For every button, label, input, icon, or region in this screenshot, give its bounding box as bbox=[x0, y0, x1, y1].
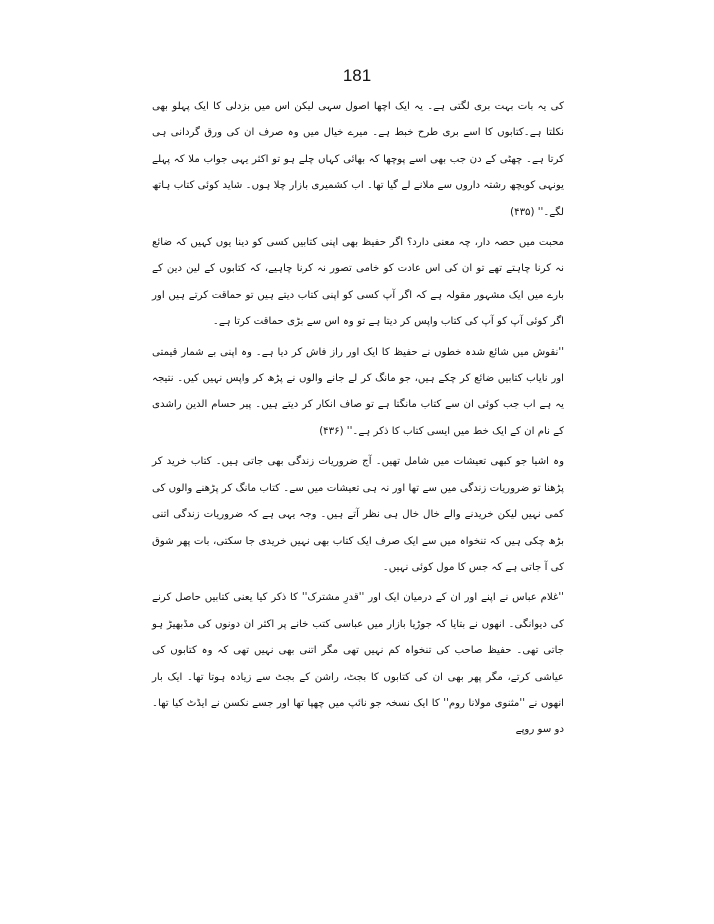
paragraph-3-quote: ''نقوش میں شائع شدہ خطوں نے حفیظ کا ایک اور راز فاش کر دیا ہے۔ وہ اپنی بے شمار قیمتی اور نایاب کتابیں ضائع کر چکے ہیں، جو مانگ کر لے جانے والوں نے پڑھ کر واپس نہیں کیں۔ نتیجہ یہ ہے اب جب کوئی ان سے کتاب مانگتا ہے تو صاف انکار کر دیتے ہیں۔ پیر حسام الدین راشدی کے نام ان کے ایک خط میں ایسی کتاب کا ذکر ہے۔'' (۴۳۶) bbox=[152, 346, 564, 437]
paragraph-4: وہ اشیا جو کبھی تعیشات میں شامل تھیں۔ آج ضروریات زندگی بھی جاتی ہیں۔ کتاب خرید کر پڑھنا تو ضروریات زندگی میں سے تھا اور نہ ہی تعیشات میں سے۔ کتاب مانگ کر پڑھنے والوں کی کمی نہیں لیکن خریدنے والے خال خال ہی نظر آتے ہیں۔ وجہ یہی ہے کہ ضروریات زندگی اتنی بڑھ چکی ہیں کہ تنخواہ میں سے ایک صرف ایک کتاب بھی نہیں خریدی جا سکتی، بات پھر شوق کی آ جاتی ہے کہ جس کا مول کوئی نہیں۔ bbox=[152, 456, 564, 573]
paragraph-1: کی یہ بات بہت بری لگتی ہے۔ یہ ایک اچھا اصول سہی لیکن اس میں بزدلی کا ایک پہلو بھی نکلتا ہے۔کتابوں کا اسے بری طرح خبط ہے۔ میرے خیال میں وہ صرف ان کی ورق گردانی ہی کرتا ہے۔ چھٹی کے دن جب بھی اسے پوچھا کہ بھائی کہاں چلے ہو تو اکثر یہی جواب ملا کہ پہلے یونہی کوبچھ رشتہ داروں سے ملانے لے گیا تھا۔ اب کشمیری بازار چلا ہوں۔ شاید کوئی کتاب ہاتھ لگے۔'' (۴۳۵) bbox=[152, 101, 564, 218]
body-text bbox=[152, 94, 564, 744]
page-number: 181 bbox=[342, 66, 372, 85]
paragraph-5-quote: ''غلام عباس نے اپنے اور ان کے درمیان ایک اور ''قدرِ مشترک'' کا ذکر کیا یعنی کتابیں حاصل کرنے کی دیوانگی۔ انھوں نے بتایا کہ جوڑیا بازار میں عباسی کتب خانے پر اکثر ان دونوں کی مڈبھیڑ ہو جاتی تھی۔ حفیظ صاحب کی تنخواہ کم نہیں تھی مگر اتنی بھی نہیں تھی کہ وہ کتابوں کی عیاشی کرتے، مگر پھر بھی ان کی کتابوں کا بجٹ، راشن کے بجٹ سے زیادہ ہوتا تھا۔ ایک بار انھوں نے ''مثنوی مولانا روم'' کا ایک نسخہ جو نائپ میں چھپا تھا اور جسے نکسن نے ایڈٹ کیا تھا۔ دو سو روپے bbox=[152, 592, 564, 736]
paragraph-2: محبت میں حصہ دار، چہ معنی دارد؟ اگر حفیظ بھی اپنی کتابیں کسی کو دینا یوں کہیں کہ ضائع نہ کرنا چاہتے تھے تو ان کی اس عادت کو خامی تصور نہ کرنا چاہیے، کہ کتابوں کے لین دین کے بارے میں ایک مشہور مقولہ ہے کہ اگر آپ کسی کو اپنی کتاب دیتے ہیں تو حماقت کرتے ہیں اور اگر کوئی آپ کو آپ کی کتاب واپس کر دیتا ہے تو وہ اس سے بڑی حماقت کرتا ہے۔ bbox=[152, 237, 564, 328]
